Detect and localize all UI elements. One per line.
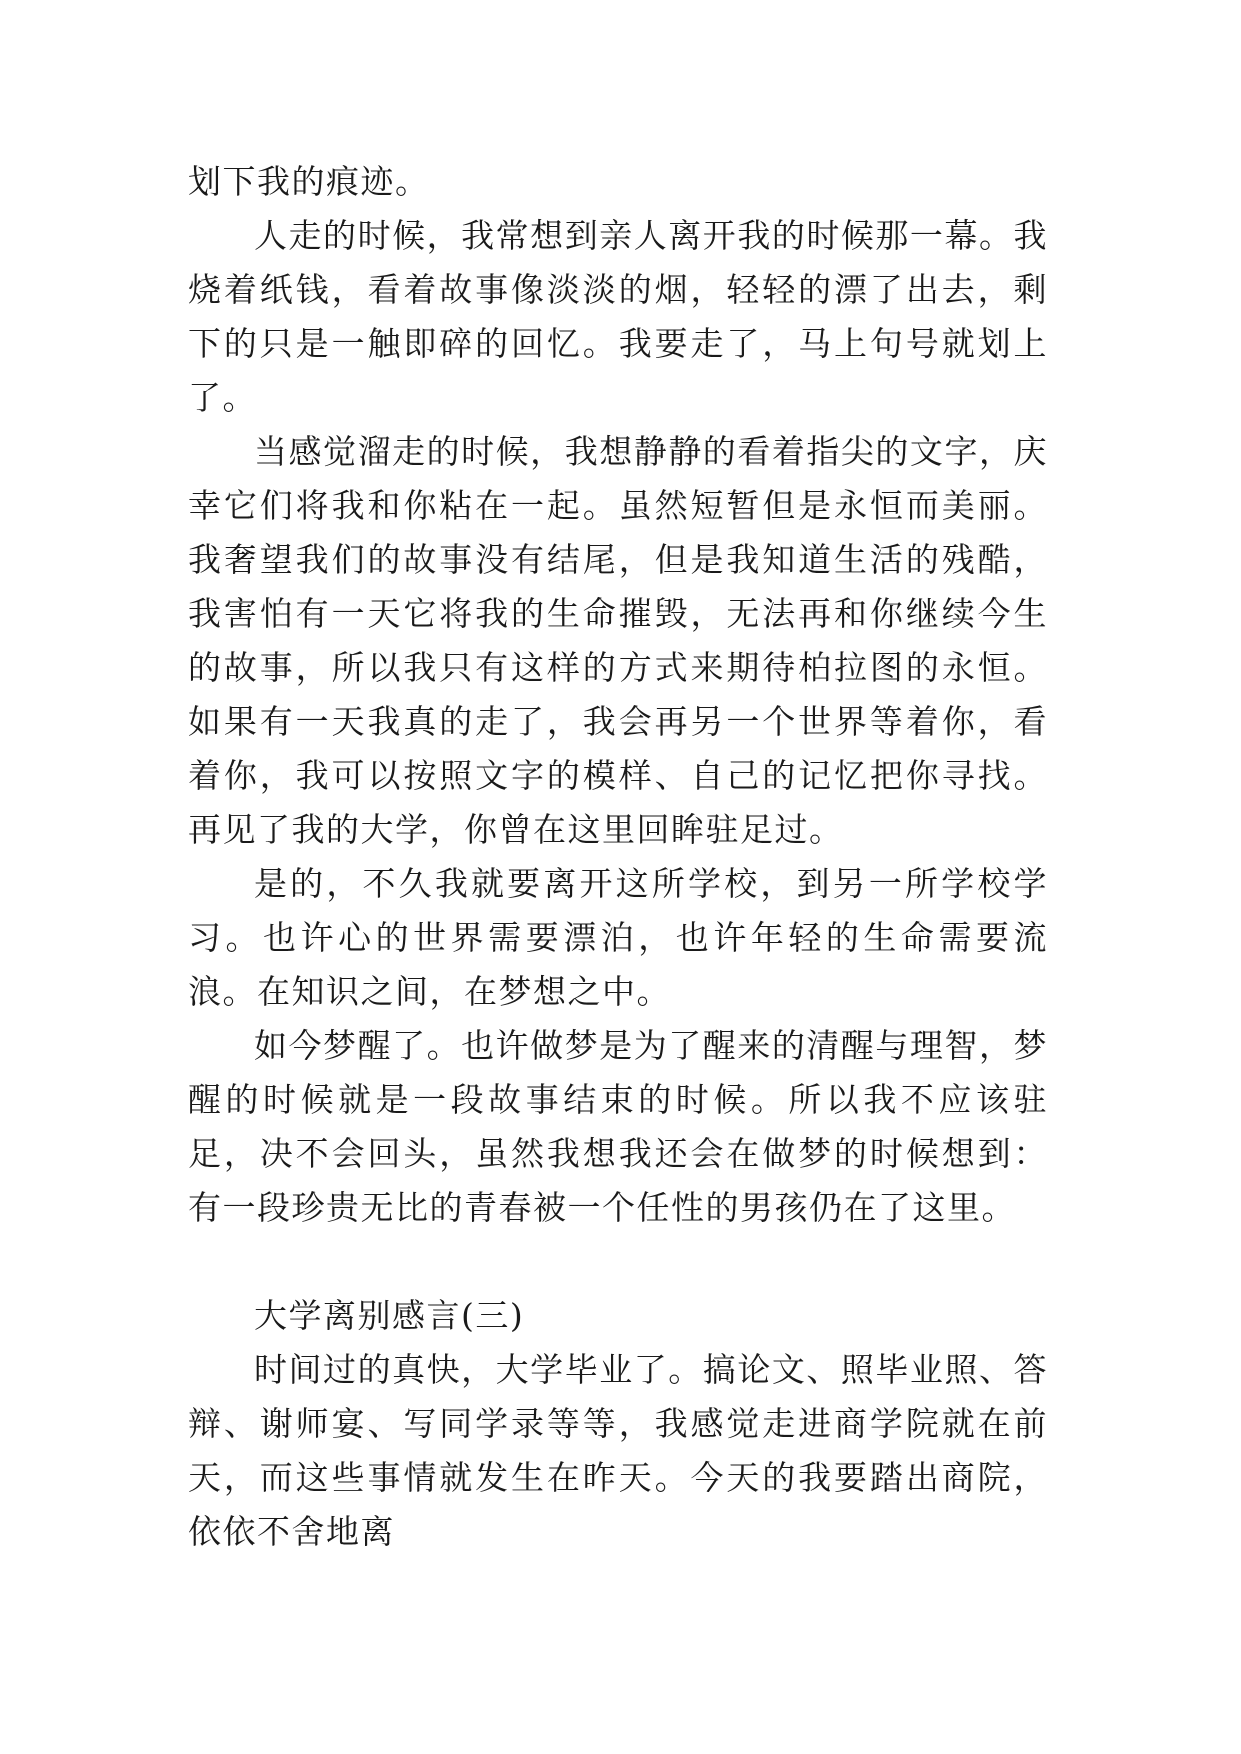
paragraph: 人走的时候，我常想到亲人离开我的时候那一幕。我烧着纸钱，看着故事像淡淡的烟，轻轻的漂了出去，剩下的只是一触即碎的回忆。我要走了，马上句号就划上了。 (188, 216, 1048, 417)
paragraph: 划下我的痕迹。 (188, 162, 430, 201)
section-title: 大学离别感言(三) (254, 1296, 525, 1335)
document-body (188, 155, 1048, 1559)
paragraph: 当感觉溜走的时候，我想静静的看着指尖的文字，庆幸它们将我和你粘在一起。虽然短暂但是永恒而美丽。我奢望我们的故事没有结尾，但是我知道生活的残酷，我害怕有一天它将我的生命摧毁，无法再和你继续今生的故事，所以我只有这样的方式来期待柏拉图的永恒。如果有一天我真的走了，我会再另一个世界等着你，看着你，我可以按照文字的模样、自己的记忆把你寻找。再见了我的大学，你曾在这里回眸驻足过。 (188, 432, 1048, 849)
paragraph: 时间过的真快，大学毕业了。搞论文、照毕业照、答辩、谢师宴、写同学录等等，我感觉走进商学院就在前天，而这些事情就发生在昨天。今天的我要踏出商院，依依不舍地离 (188, 1350, 1048, 1551)
paragraph: 如今梦醒了。也许做梦是为了醒来的清醒与理智，梦醒的时候就是一段故事结束的时候。所以我不应该驻足，决不会回头，虽然我想我还会在做梦的时候想到：有一段珍贵无比的青春被一个任性的男孩仍在了这里。 (188, 1026, 1048, 1227)
paragraph: 是的，不久我就要离开这所学校，到另一所学校学习。也许心的世界需要漂泊，也许年轻的生命需要流浪。在知识之间，在梦想之中。 (188, 864, 1048, 1011)
